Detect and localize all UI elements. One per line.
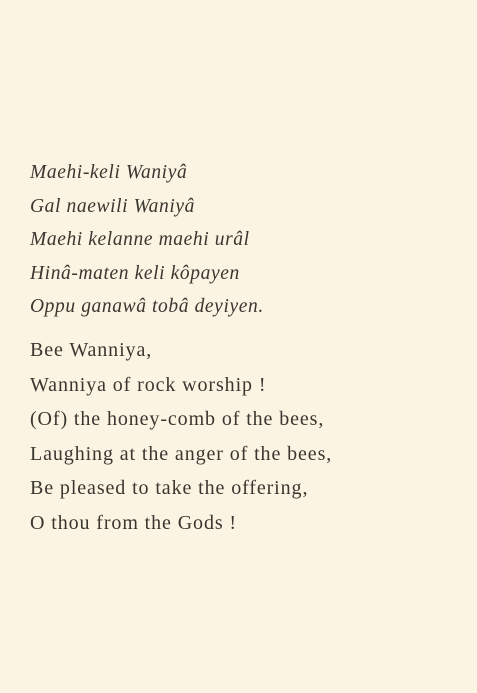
native-verse bbox=[30, 156, 264, 324]
native-verse-line: Hinâ-maten keli kôpayen bbox=[30, 262, 240, 284]
translation-line: Laughing at the anger of the bees, bbox=[30, 442, 333, 465]
translation-line: Wanniya of rock worship ! bbox=[30, 373, 267, 396]
translation-line: Be pleased to take the offering, bbox=[30, 477, 309, 499]
translation-line: Bee Wanniya, bbox=[30, 339, 153, 361]
native-verse-line: Oppu ganawâ tobâ deyiyen. bbox=[30, 296, 264, 317]
translation-line: O thou from the Gods ! bbox=[30, 511, 237, 534]
native-verse-line: Maehi kelanne maehi urâl bbox=[30, 229, 250, 250]
native-verse-line: Maehi-keli Waniyâ bbox=[30, 162, 188, 183]
translation-line: (Of) the honey-comb of the bees, bbox=[30, 408, 325, 430]
english-translation bbox=[30, 333, 332, 540]
native-verse-line: Gal naewili Waniyâ bbox=[30, 195, 195, 217]
